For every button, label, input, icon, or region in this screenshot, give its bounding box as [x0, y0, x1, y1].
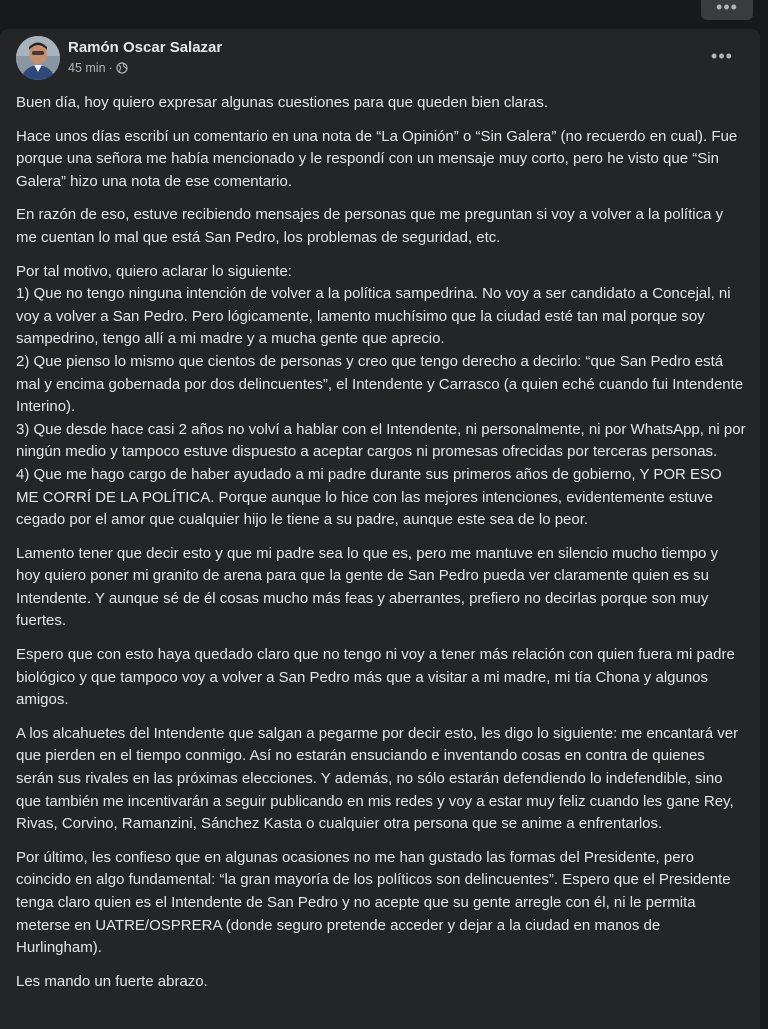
- avatar[interactable]: [16, 36, 60, 80]
- post-paragraph: Hace unos días escribí un comentario en una nota de “La Opinión” o “Sin Galera” (no recuerdo en cual). Fue porque una señora me había mencionado y le respondí con un mensaje muy corto, pero he visto que “Sin Galera” hizo una nota de ese comentario.: [16, 127, 738, 190]
- post-paragraph: Por último, les confieso que en algunas ocasiones no me han gustado las formas del Presidente, pero coincido en algo fundamental: “la gran mayoría de los políticos son delincuentes”. Espero que el Presidente tenga claro quien es el Intendente de San Pedro y no acepte que su gente arregle con él, ni le permita meterse en UATRE/OSPRERA (donde seguro pretende acceder y dejar a la ciudad en manos de Hurlingham).: [16, 848, 731, 957]
- post-body: [16, 92, 746, 1004]
- post-paragraph: En razón de eso, estuve recibiendo mensajes de personas que me preguntan si voy a volver a la política y me cuentan lo mal que está San Pedro, los problemas de seguridad, etc.: [16, 206, 724, 246]
- meta-separator: ·: [108, 61, 113, 75]
- more-options-icon: •••: [716, 0, 738, 17]
- post-paragraph: Les mando un fuerte abrazo.: [16, 972, 208, 990]
- post-meta: [68, 61, 128, 75]
- more-options-icon: •••: [711, 45, 733, 66]
- post-paragraph: Lamento tener que decir esto y que mi padre sea lo que es, pero me mantuve en silencio mucho tiempo y hoy quiero poner mi granito de arena para que la gente de San Pedro pueda ver claramente quien es su Intendente. Y aunque sé de él cosas mucho más feas y aberrantes, prefiero no decirlas porque son muy fuertes.: [16, 544, 719, 630]
- post-header: [16, 36, 744, 84]
- post-paragraph: Por tal motivo, quiero aclarar lo siguiente: 1) Que no tengo ninguna intención de volver a la política sampedrina. No voy a ser candidato a Concejal, ni voy a volver a San Pedro. Pero lógicamente, lamento muchísimo que la ciudad esté tan mal porque soy sampedrino, tengo allí a mi madre y a mucha gente que aprecio. 2) Que pienso lo mismo que cientos de personas y creo que tengo derecho a decirlo: “que San Pedro está mal y encima gobernada por dos delincuentes”, el Intendente y Carrasco (a quien eché cuando fui Intendente Interino). 3) Que desde hace casi 2 años no volví a hablar con el Intendente, ni personalmente, ni por WhatsApp, ni por ningún medio y tampoco estuve dispuesto a aceptar cargos ni promesas ofrecidas por terceras personas. 4) Que me hago cargo de haber ayudado a mi padre durante sus primeros años de gobierno, Y POR ESO ME CORRÍ DE LA POLÍTICA. Porque aunque lo hice con las mejores intenciones, evidentemente estuve cegado por el amor que cualquier hijo le tiene a su padre, aunque este sea de lo peor.: [16, 262, 746, 529]
- post-paragraph: Espero que con esto haya quedado claro que no tengo ni voy a tener más relación con quien fuera mi padre biológico y que tampoco voy a volver a San Pedro más que a visitar a mi madre, mi tía Chona y algunos amigos.: [16, 646, 735, 709]
- post-paragraph: A los alcahuetes del Intendente que salgan a pegarme por decir esto, les digo lo siguiente: me encantará ver que pierden en el tiempo conmigo. Así no estarán ensuciando e inventando cosas en contra de quienes serán sus rivales en las próximas elecciones. Y además, no sólo estarán defendiendo lo indefendible, sino que también me incentivarán a seguir publicando en mis redes y voy a estar muy feliz cuando les gane Rey, Rivas, Corvino, Ramanzini, Sánchez Kasta o cualquier otra persona que se anime a enfrentarlos.: [16, 724, 739, 833]
- globe-icon[interactable]: [116, 62, 128, 74]
- post-time[interactable]: 45 min: [68, 61, 106, 75]
- author-name[interactable]: Ramón Oscar Salazar: [68, 39, 223, 56]
- top-more-options-button[interactable]: [701, 0, 753, 20]
- post-card: [0, 29, 760, 1029]
- post-paragraph: Buen día, hoy quiero expresar algunas cuestiones para que queden bien claras.: [16, 94, 549, 111]
- more-options-button[interactable]: [706, 40, 738, 72]
- avatar-photo: [16, 36, 60, 80]
